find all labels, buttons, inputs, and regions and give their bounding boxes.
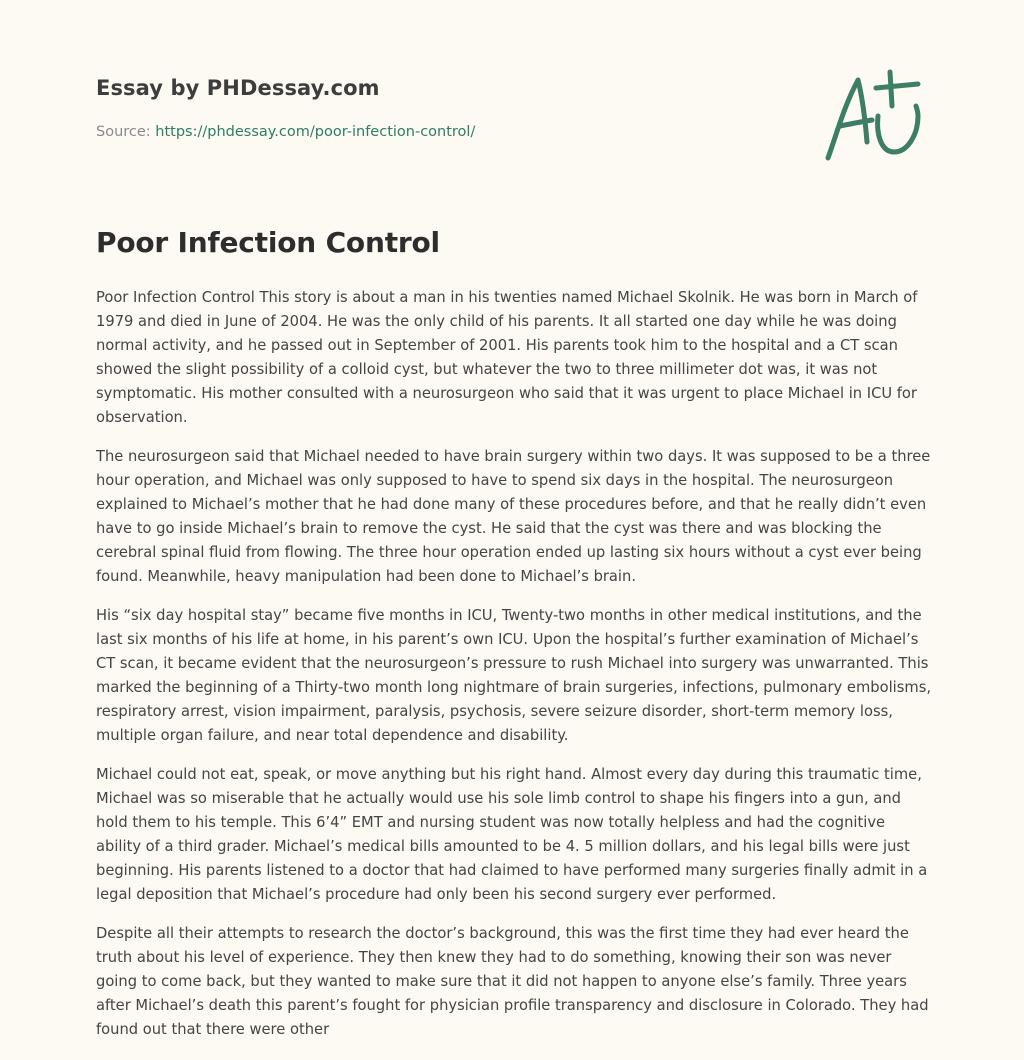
source-link[interactable]: https://phdessay.com/poor-infection-control/ [155,124,476,140]
essay-paragraph: His “six day hospital stay” became five months in ICU, Twenty-two months in other medical institutions, and the last six months of his life at home, in his parent’s own ICU. Upon the hospital’s further examination of Michael’s CT scan, it became evident that the neurosurgeon’s pressure to rush Michael into surgery was unwarranted. This marked the beginning of a Thirty-two month long nightmare of brain surgeries, infections, pulmonary embolisms, respiratory arrest, vision impairment, paralysis, psychosis, severe seizure disorder, short-term memory loss, multiple organ failure, and near total dependence and disability. [96,607,932,744]
source-line [96,124,475,140]
essay-paragraph: Poor Infection Control This story is about a man in his twenties named Michael Skolnik. He was born in March of 1979 and died in June of 2004. He was the only child of his parents. It all started one day while he was doing normal activity, and he passed out in September of 2001. His parents took him to the hospital and a CT scan showed the slight possibility of a colloid cyst, but whatever the two to three millimeter dot was, it was not symptomatic. His mother consulted with a neurosurgeon who said that it was urgent to place Michael in ICU for observation. [96,289,918,426]
essay-body [96,286,932,1057]
essay-paragraph: The neurosurgeon said that Michael needed to have brain surgery within two days. It was supposed to be a three hour operation, and Michael was only supposed to have to spend six days in the hospital. The neurosurgeon explained to Michael’s mother that he had done many of these procedures before, and that he really didn’t even have to go inside Michael’s brain to remove the cyst. He said that the cyst was there and was blocking the cerebral spinal fluid from flowing. The three hour operation ended up lasting six hours without a cyst ever being found. Meanwhile, heavy manipulation had been done to Michael’s brain. [96,448,931,585]
essay-paragraph: Michael could not eat, speak, or move anything but his right hand. Almost every day during this traumatic time, Michael was so miserable that he actually would use his sole limb control to shape his fingers into a gun, and hold them to his temple. This 6’4” EMT and nursing student was now totally helpless and had the cognitive ability of a third grader. Michael’s medical bills amounted to be 4. 5 million dollars, and his legal bills were just beginning. His parents listened to a doctor that had claimed to have performed many surgeries finally admit in a legal deposition that Michael’s procedure had only been his second surgery ever performed. [96,766,928,903]
essay-title: Poor Infection Control [96,226,440,259]
essay-paragraph: Despite all their attempts to research the doctor’s background, this was the first time they had ever heard the truth about his level of experience. They then knew they had to do something, knowing their son was never going to come back, but they wanted to make sure that it did not happen to anyone else’s family. Three years after Michael’s death this parent’s fought for physician profile transparency and disclosure in Colorado. They had found out that there were other [96,925,929,1038]
source-label: Source: [96,124,156,140]
a-plus-grade-logo-icon [818,66,930,166]
site-brand: Essay by PHDessay.com [96,76,380,100]
